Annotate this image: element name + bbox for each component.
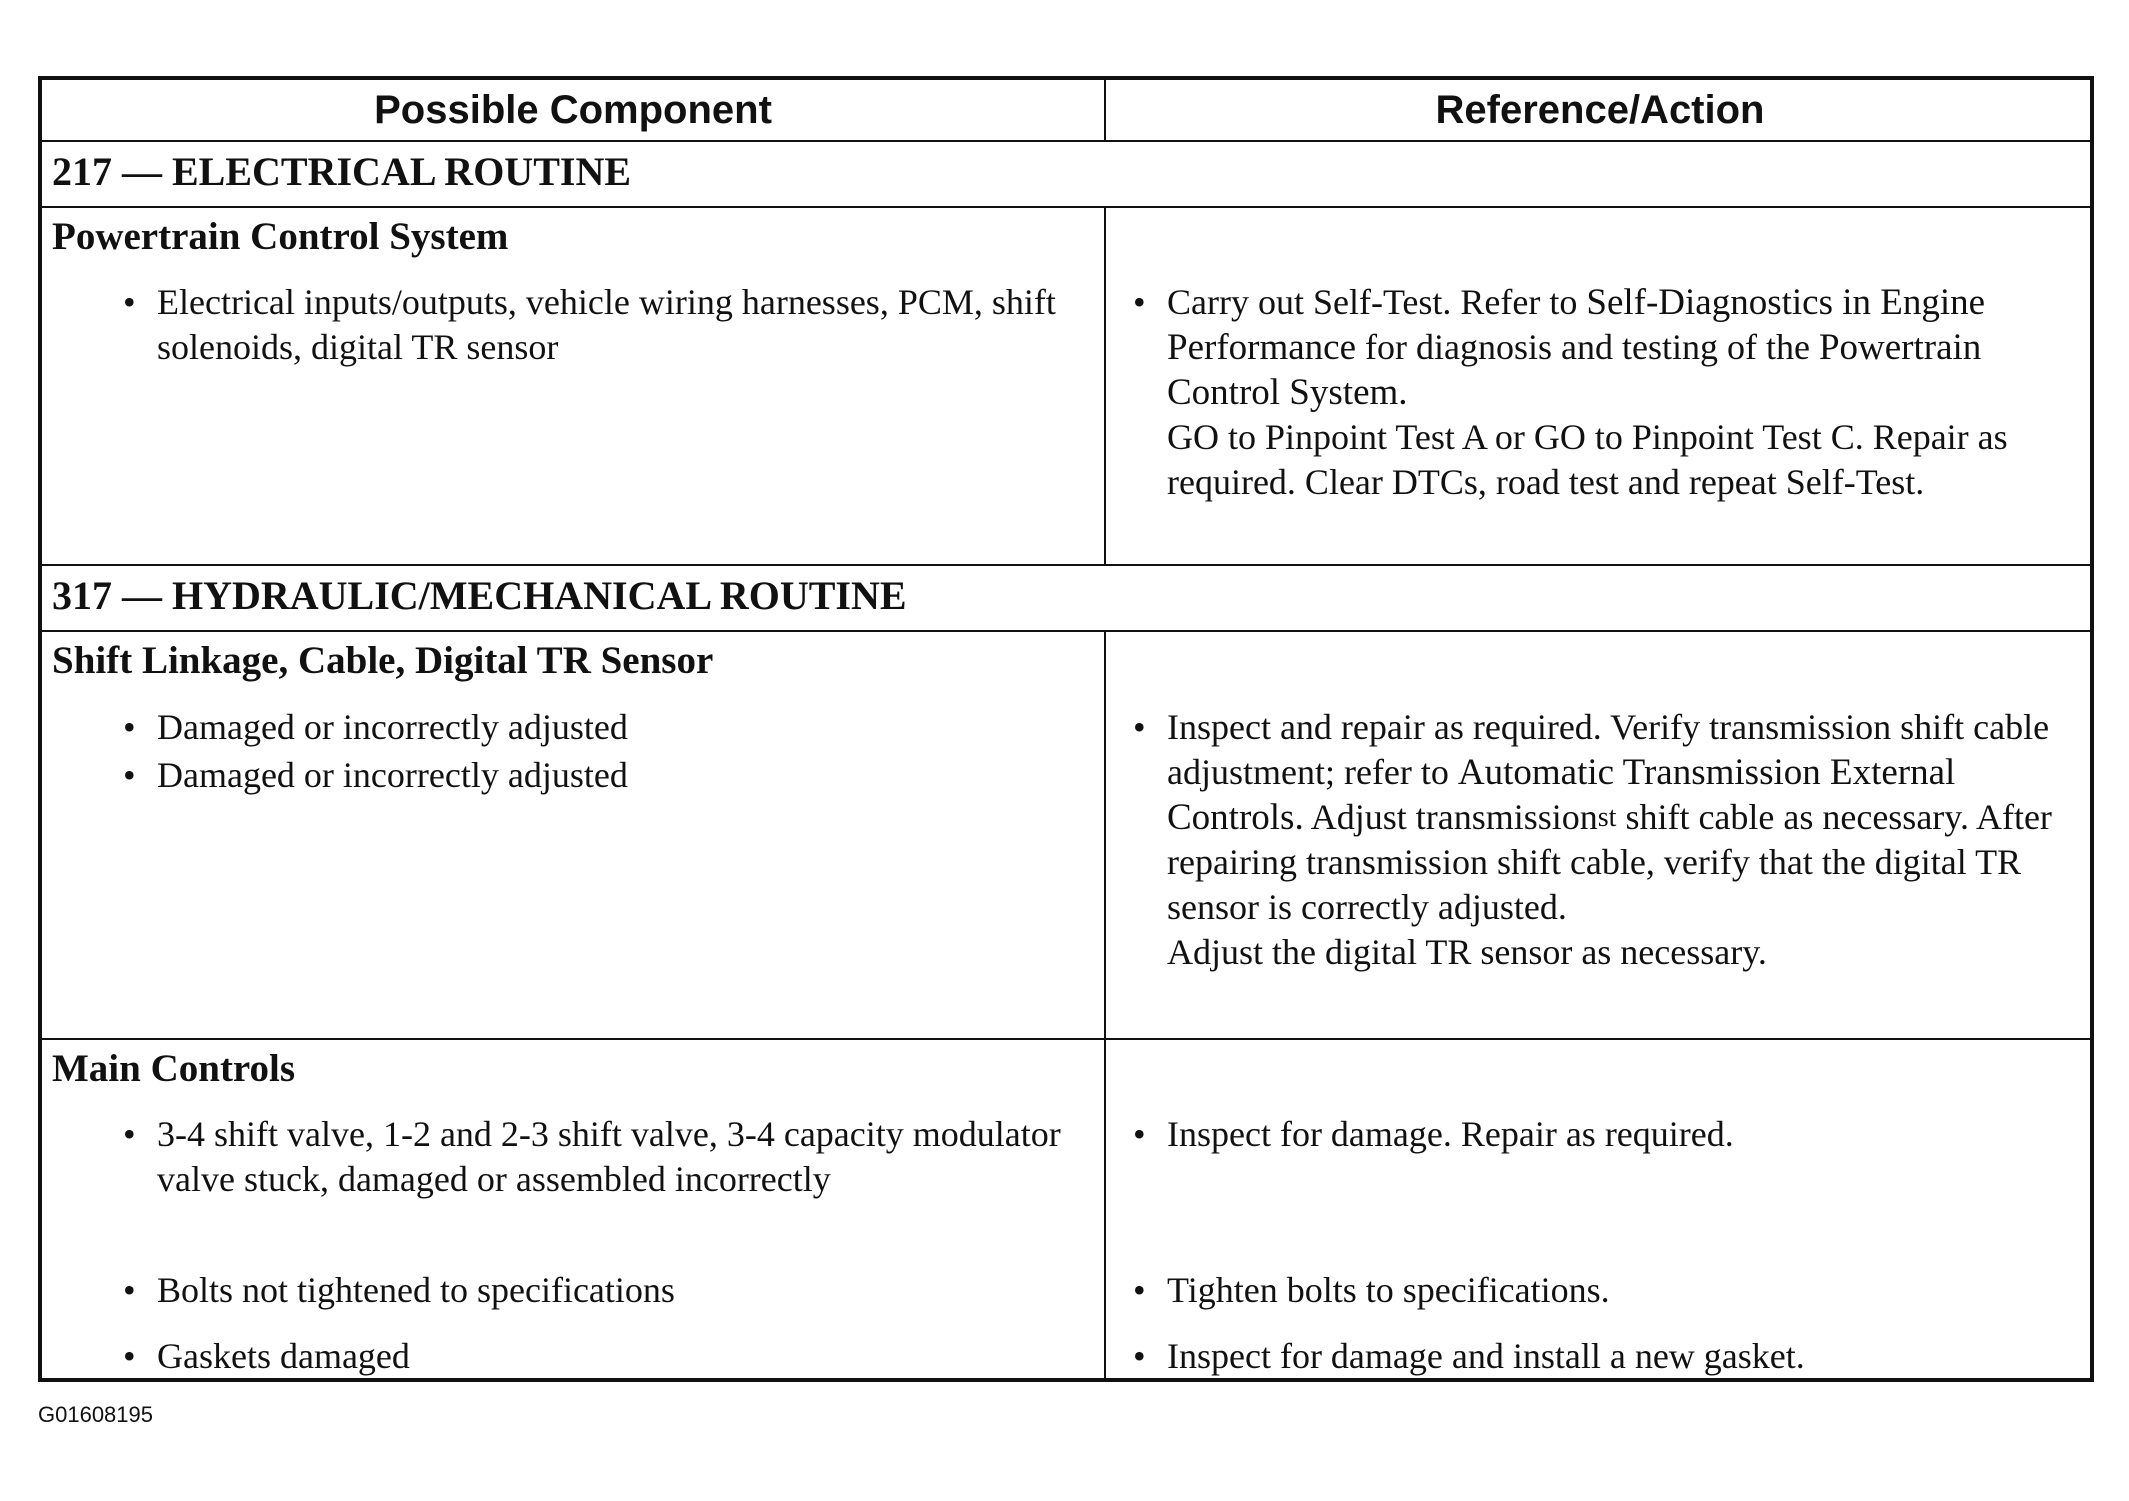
section-title-317: 317 — HYDRAULIC/MECHANICAL ROUTINE — [52, 573, 907, 618]
header-possible-component: Possible Component — [374, 87, 772, 132]
divider — [42, 140, 2090, 142]
section-title-217: 217 — ELECTRICAL ROUTINE — [52, 149, 632, 194]
header-reference-action: Reference/Action — [1435, 87, 1765, 132]
column-divider — [1104, 630, 1106, 1382]
list-item: • Gaskets damaged — [123, 1336, 410, 1376]
reference-link: Self-Diagnostics in Engine Performance — [1167, 282, 1986, 368]
list-item: • Inspect for damage. Repair as required. — [1133, 1114, 1734, 1154]
list-item: • Inspect for damage and install a new gasket. — [1133, 1336, 1805, 1376]
divider — [42, 630, 2090, 632]
list-item: • Damaged or incorrectly adjusted — [123, 755, 628, 795]
component-title-powertrain: Powertrain Control System — [52, 215, 509, 258]
list-item: • Electrical inputs/outputs, vehicle wiring harnesses, PCM, shift solenoids, digital TR sensor — [123, 282, 1056, 367]
list-item: • Damaged or incorrectly adjusted — [123, 707, 628, 747]
list-item: • Inspect and repair as required. Verify transmission shift cable adjustment; refer to Automatic Transmission External Controls. Adjust transmission$^{st}$ shift cable as necessary. After repairing transmission shift cable, verify that the digital TR sensor is correctly adjusted. Adjust the digital TR sensor as necessary. — [1133, 707, 2052, 972]
divider — [42, 1038, 2090, 1040]
list-item: • Carry out Self-Test. Refer to Self-Diagnostics in Engine Performance for diagnosis and testing of the Powertrain Control System. GO to Pinpoint Test A or GO to Pinpoint Test C. Repair as required. Clear DTCs, road test and repeat Self-Test. — [1133, 282, 2008, 502]
stray-text: st — [1597, 802, 1617, 833]
diagnosis-table — [38, 76, 2094, 1382]
list-item: • Bolts not tightened to specifications — [123, 1270, 675, 1310]
column-divider — [1104, 80, 1106, 142]
list-item: • 3-4 shift valve, 1-2 and 2-3 shift valve, 3-4 capacity modulator valve stuck, damaged or assembled incorrectly — [123, 1114, 1061, 1199]
list-item: • Tighten bolts to specifications. — [1133, 1270, 1610, 1310]
reference-link: Automatic Transmission External Controls. — [1167, 752, 1956, 838]
component-title-shift-linkage: Shift Linkage, Cable, Digital TR Sensor — [52, 639, 714, 682]
column-divider — [1104, 206, 1106, 566]
divider — [42, 206, 2090, 208]
figure-id: G01608195 — [38, 1402, 153, 1427]
component-title-main-controls: Main Controls — [52, 1047, 296, 1090]
divider — [42, 564, 2090, 566]
reference-link: Powertrain Control System. — [1167, 327, 1982, 413]
